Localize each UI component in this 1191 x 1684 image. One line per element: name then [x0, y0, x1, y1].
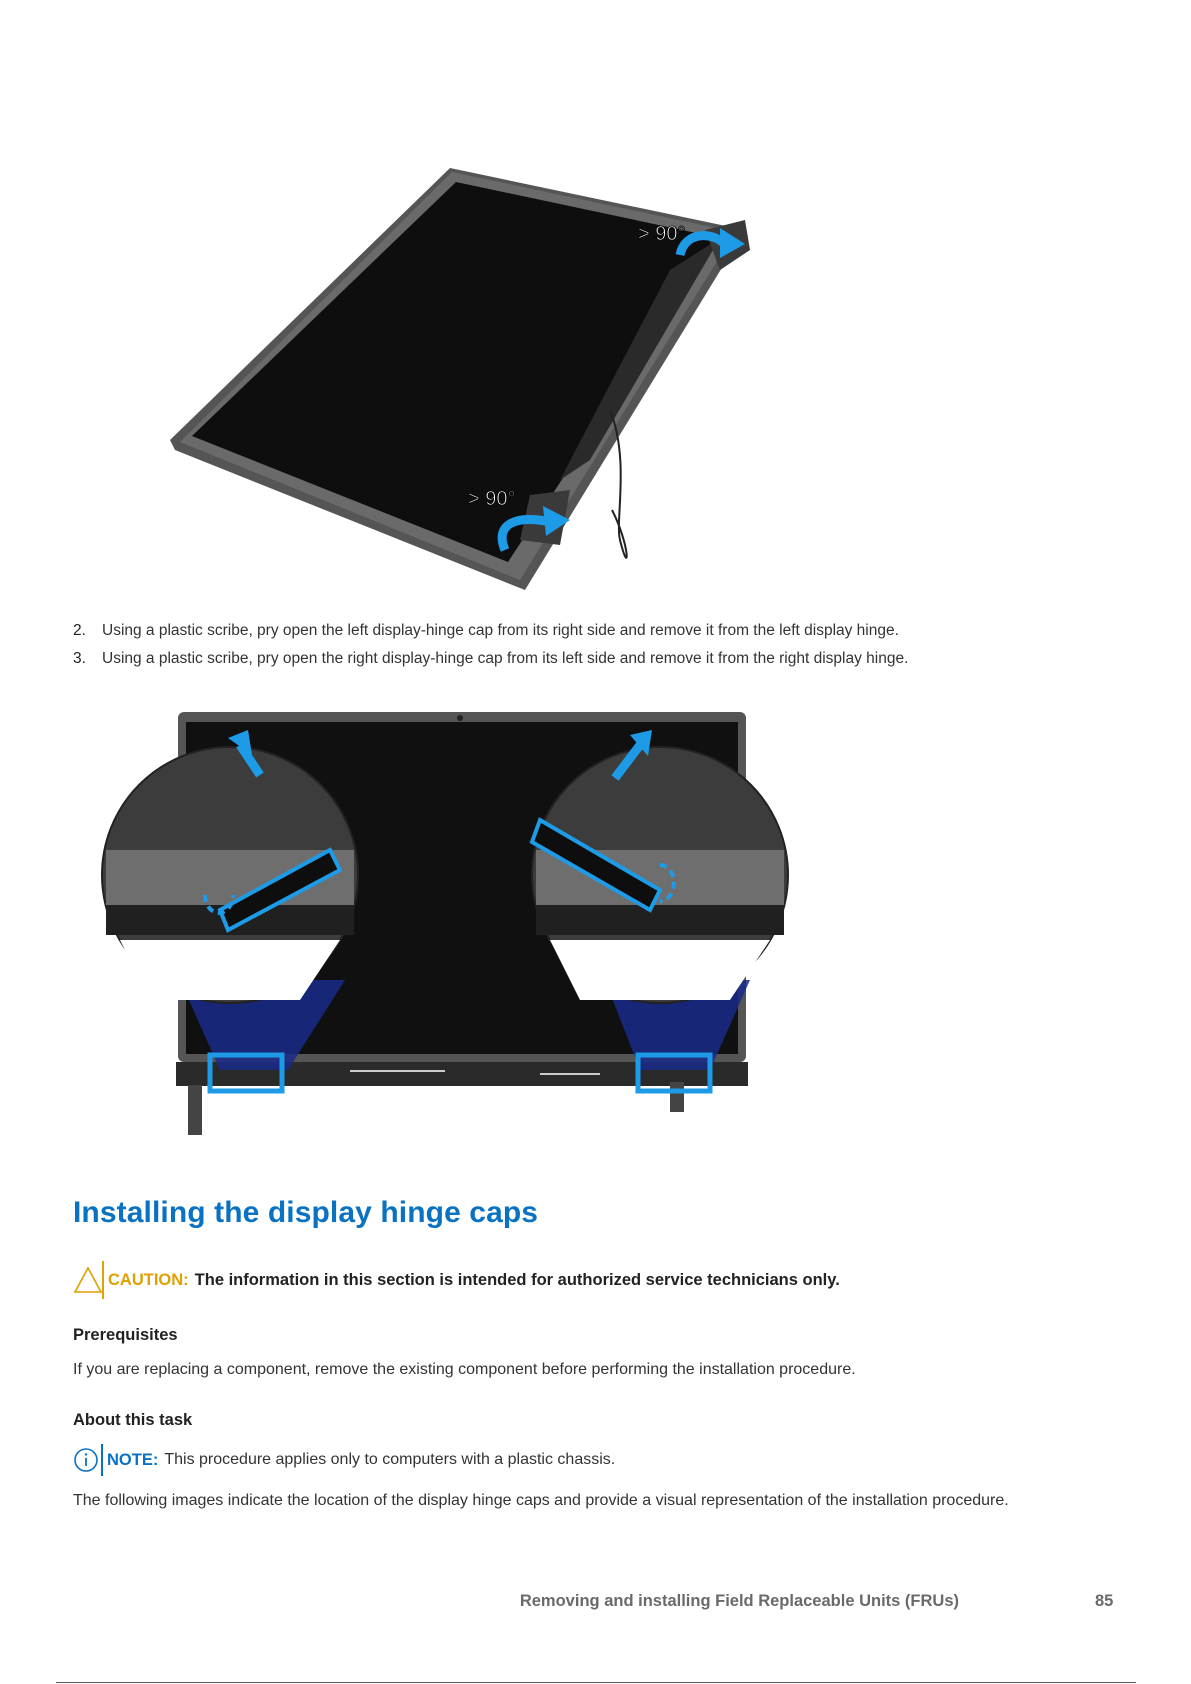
- note-label: NOTE:: [107, 1450, 159, 1469]
- caution-callout: [73, 1260, 840, 1300]
- step-number: 3.: [73, 650, 86, 667]
- info-icon: [73, 1447, 99, 1473]
- page-number: 85: [1095, 1592, 1114, 1610]
- body-text: The following images indicate the location of the display hinge caps and provide a visual representation of the installation procedure.: [73, 1492, 1009, 1509]
- caution-bar: [102, 1261, 104, 1299]
- about-heading: About this task: [73, 1411, 193, 1429]
- display-panel-hinge-rotation-figure: [160, 160, 760, 600]
- angle-label-bottom: > 90°: [468, 488, 516, 510]
- prerequisites-text: If you are replacing a component, remove the existing component before performing the installation procedure.: [73, 1361, 856, 1378]
- note-callout: [73, 1444, 615, 1476]
- display-hinge-caps-figure: [100, 700, 840, 1140]
- caution-icon: [73, 1266, 103, 1294]
- section-title: Installing the display hinge caps: [73, 1196, 539, 1229]
- note-bar: [101, 1444, 103, 1476]
- footer-rule: [56, 1682, 1136, 1683]
- angle-label-top: > 90°: [638, 223, 686, 245]
- step-3: [73, 650, 1133, 668]
- footer-chapter: Removing and installing Field Replaceable Units (FRUs): [519, 1592, 959, 1610]
- caution-text: The information in this section is intended for authorized service technicians only.: [194, 1270, 840, 1289]
- step-text: Using a plastic scribe, pry open the right display-hinge cap from its left side and remove it from the right display hinge.: [102, 650, 909, 667]
- prerequisites-heading: Prerequisites: [73, 1326, 178, 1344]
- step-number: 2.: [73, 622, 86, 639]
- caution-label: CAUTION:: [108, 1270, 189, 1289]
- step-text: Using a plastic scribe, pry open the left display-hinge cap from its right side and remove it from the left display hinge.: [102, 622, 899, 639]
- step-2: [73, 622, 1133, 640]
- note-text: This procedure applies only to computers with a plastic chassis.: [164, 1451, 616, 1468]
